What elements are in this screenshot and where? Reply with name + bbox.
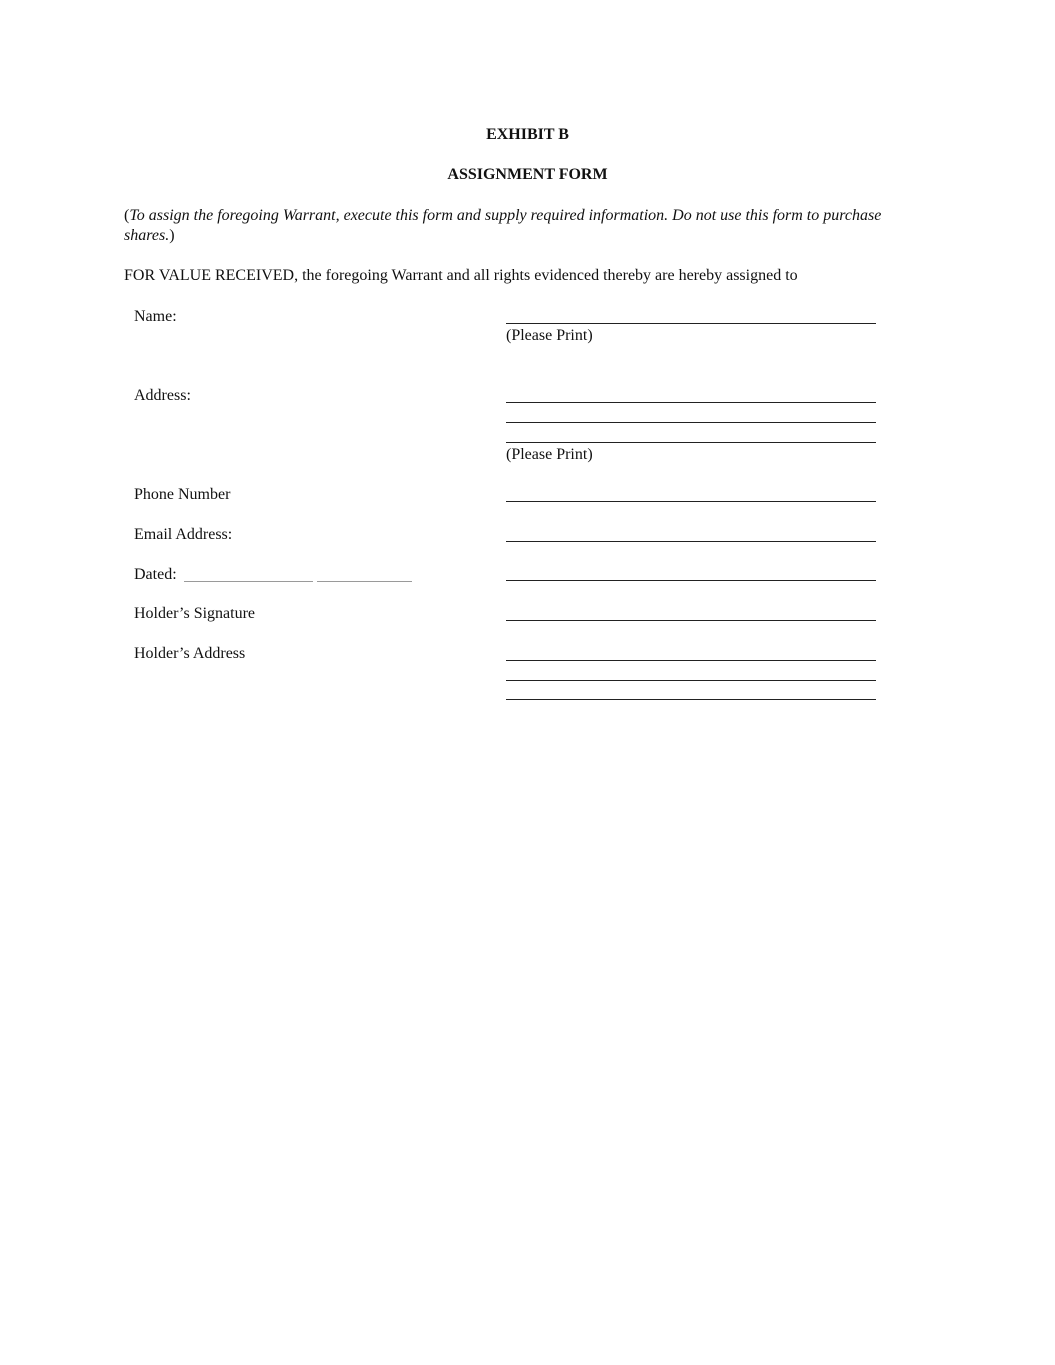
- instruction-line-1: [124, 206, 881, 226]
- holder-address-line-2[interactable]: [506, 680, 876, 681]
- dated-line-2[interactable]: [317, 581, 412, 582]
- phone-label: Phone Number: [134, 486, 231, 503]
- address-label: Address:: [134, 387, 191, 404]
- address-line-3[interactable]: [506, 442, 876, 443]
- email-label: Email Address:: [134, 526, 233, 543]
- instruction-text-2: shares.: [124, 227, 170, 244]
- signature-label: Holder’s Signature: [134, 605, 256, 622]
- address-line-2[interactable]: [506, 422, 876, 423]
- instruction-text-1: To assign the foregoing Warrant, execute this form and supply required information. Do not use this form to purchase: [129, 207, 882, 224]
- name-label: Name:: [134, 308, 177, 325]
- address-line-1[interactable]: [506, 402, 876, 403]
- phone-line[interactable]: [506, 501, 876, 502]
- assignment-statement: FOR VALUE RECEIVED, the foregoing Warrant and all rights evidenced thereby are hereby assigned to: [124, 267, 798, 284]
- instruction-line-2: [124, 226, 175, 246]
- close-paren: ): [169, 227, 175, 244]
- email-line[interactable]: [506, 541, 876, 542]
- exhibit-heading: EXHIBIT B: [486, 126, 569, 143]
- holder-address-line-3[interactable]: [506, 699, 876, 700]
- dated-right-line[interactable]: [506, 580, 876, 581]
- holder-address-label: Holder’s Address: [134, 645, 246, 662]
- form-title: ASSIGNMENT FORM: [447, 166, 608, 183]
- holder-address-line-1[interactable]: [506, 660, 876, 661]
- dated-line-1[interactable]: [184, 581, 313, 582]
- dated-label: Dated:: [134, 566, 177, 583]
- name-hint: (Please Print): [506, 327, 593, 344]
- name-line[interactable]: [506, 323, 876, 324]
- signature-line[interactable]: [506, 620, 876, 621]
- address-hint: (Please Print): [506, 446, 593, 463]
- open-paren: (: [124, 207, 130, 224]
